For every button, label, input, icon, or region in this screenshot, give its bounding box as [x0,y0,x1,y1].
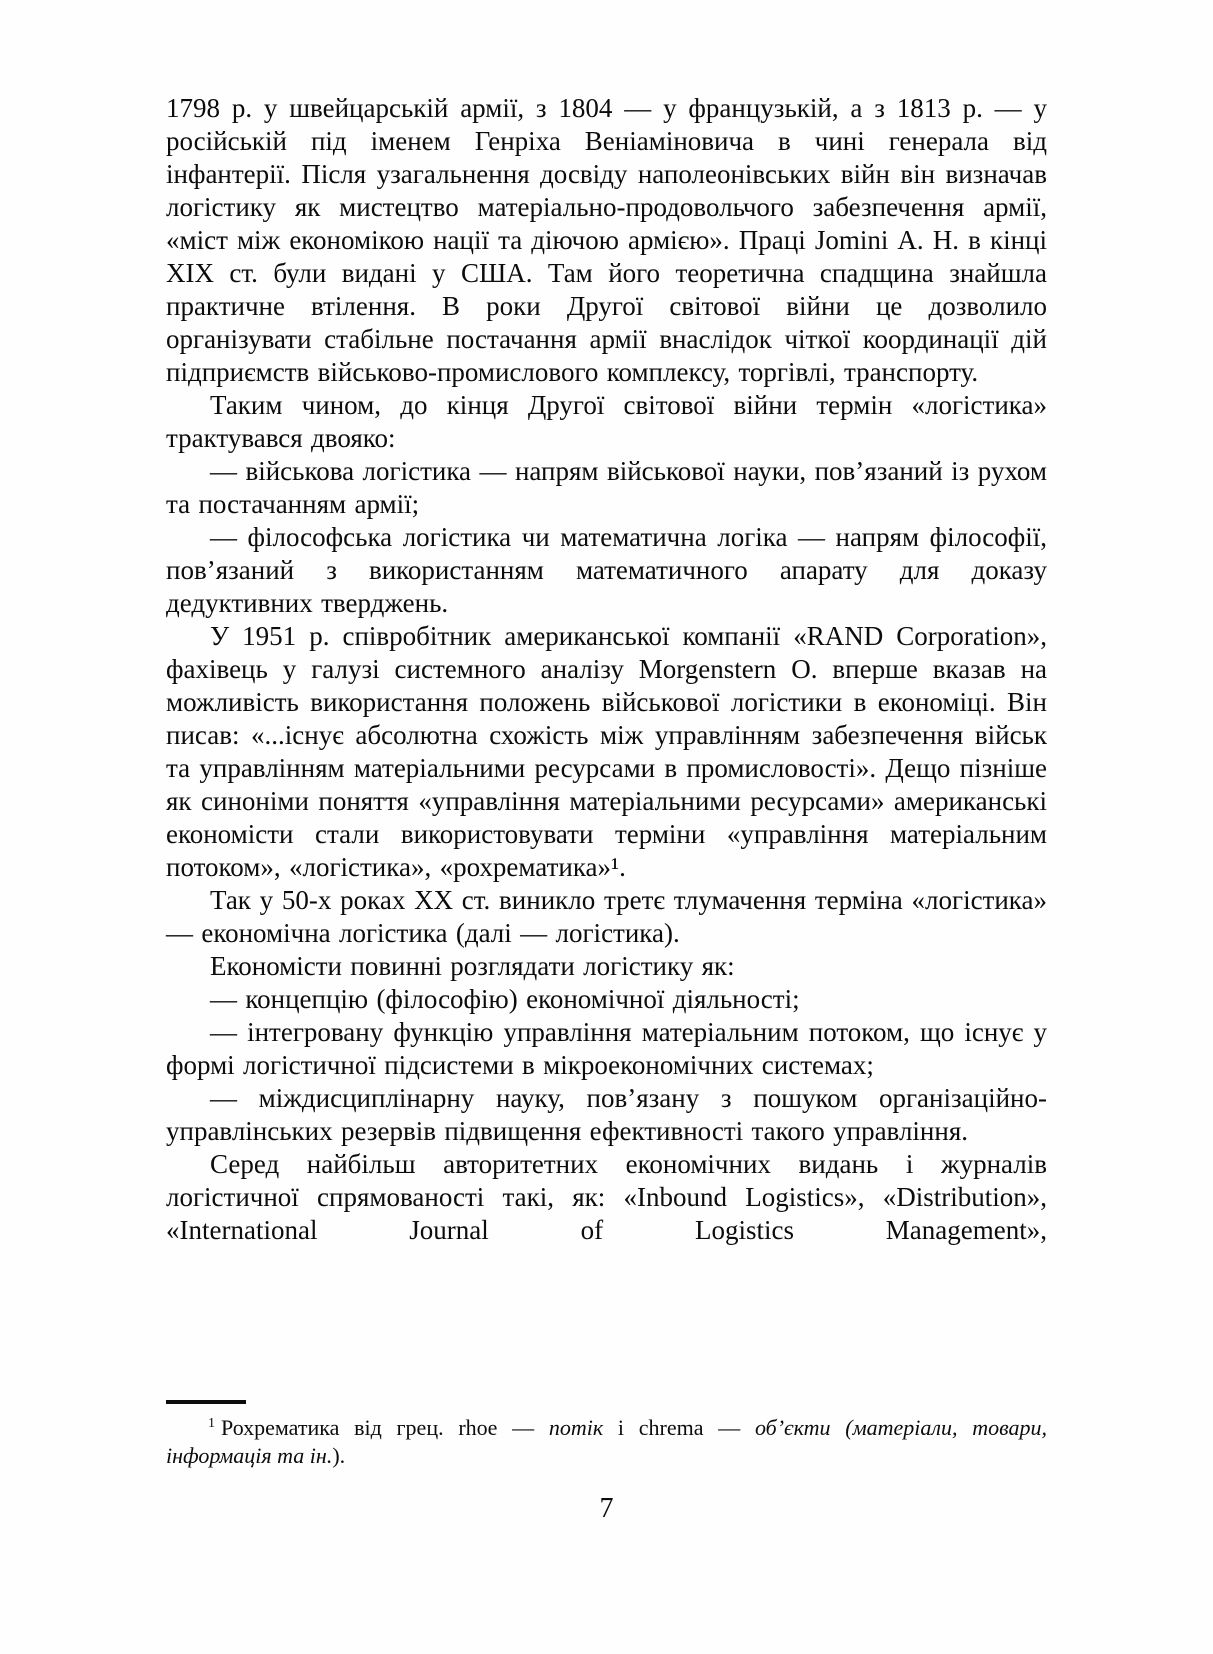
list-item-integrated-function: — інтегровану функцію управління матеріальним потоком, що існує у формі логістичної підсистеми в мікроекономічних системах; [166,1017,1047,1080]
paragraph-two-meanings: Таким чином, до кінця Другої світової війни термін «логістика» трактувався двояко: [166,390,1047,453]
footnote-marker: 1 [208,1415,215,1431]
footnote-segment: ). [332,1443,346,1468]
list-item-philosophical-logistics: — філософська логістика чи математична логіка — напрям філософії, пов’язаний з використанням математичного апарату для доказу дедуктивних тверджень. [166,522,1047,618]
list-item-military-logistics: — військова логістика — напрям військової науки, пов’язаний із рухом та постачанням армії; [166,456,1047,519]
footnote [166,1414,1047,1470]
footnote-segment-italic: об’єкти (матеріали, товари, інформація та ін. [166,1415,1047,1468]
paragraph-economists-view: Економісти повинні розглядати логістику як: [210,951,735,981]
list-item-concept: — концепцію (філософію) економічної діяльності; [210,984,800,1014]
paragraph-journals: Серед найбільш авторитетних економічних видань і журналів логістичної спрямованості такі, як: «Inbound Logistics», «Distribution», «International Journal of Logistics Management», [166,1149,1047,1245]
page-body [166,92,1047,1247]
paragraph-intro-continuation: 1798 р. у швейцарській армії, з 1804 — у французькій, а з 1813 р. — у російській під іменем Генріха Веніаміновича в чині генерала від інфантерії. Після узагальнення досвіду наполеонівських війн він визначав логістику як мистецтво матеріально-продовольчого забезпечення армії, «міст між економікою нації та діючою армією». Праці Jomini А. Н. в кінці XIX ст. були видані у США. Там його теоретична спадщина знайшла практичне втілення. В роки Другої світової війни це дозволило організувати стабільне постачання армії внаслідок чіткої координації дій підприємств військово-промислового комплексу, торгівлі, транспорту. [166,93,1047,387]
paragraph-third-meaning: Так у 50-х роках XX ст. виникло третє тлумачення терміна «логістика» — економічна логістика (далі — логістика). [166,885,1047,948]
footnote-separator-rule [166,1400,246,1404]
footnote-paragraph [166,1414,1047,1470]
list-item-interdisciplinary-science: — міждисциплінарну науку, пов’язану з пошуком організаційно-управлінських резервів підвищення ефективності такого управління. [166,1083,1047,1146]
footnote-text [166,1415,1047,1468]
footnote-segment-italic: потік [548,1415,604,1440]
page-number: 7 [599,1493,614,1524]
footnote-segment: Рохрематика від грец. rhoe — [221,1415,549,1440]
paragraph-rand-1951: У 1951 р. співробітник американської компанії «RAND Corporation», фахівець у галузі системного аналізу Morgenstern О. вперше вказав на можливість використання положень військової логістики в економіці. Він писав: «...існує абсолютна схожість між управлінням забезпечення військ та управлінням матеріальними ресурсами в промисловості». Дещо пізніше як синоніми поняття «управління матеріальними ресурсами» американські економісти стали використовувати терміни «управління матеріальним потоком», «логістика», «рохрематика»¹. [166,621,1047,882]
footnote-segment: і chrema — [603,1415,755,1440]
